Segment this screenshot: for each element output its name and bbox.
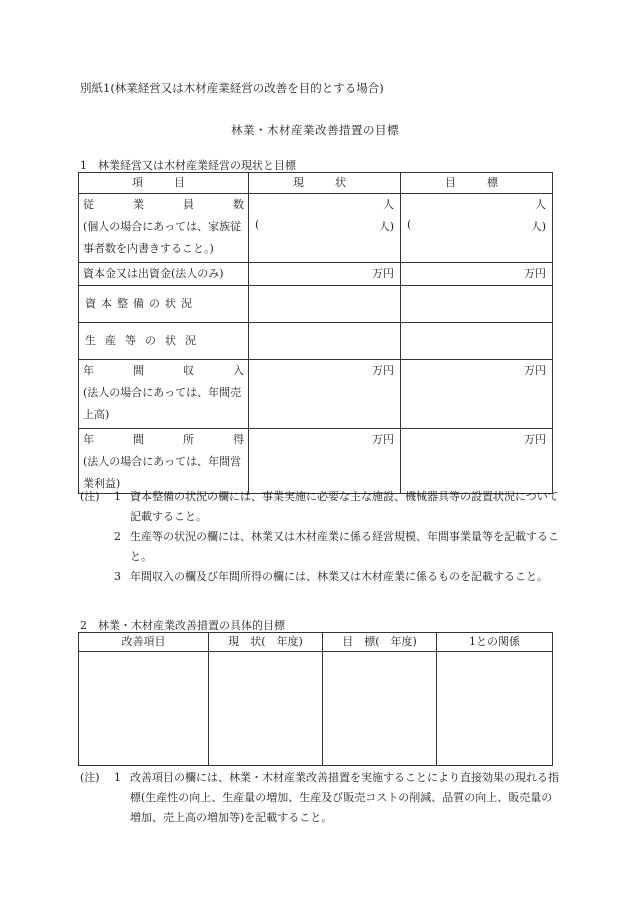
document-header: 別紙1(林業経営又は木材産業経営の改善を目的とする場合) <box>80 81 384 95</box>
row-production <box>79 323 553 360</box>
note-3-text: 年間収入の欄及び年間所得の欄には、林業又は木材産業に係るものを記載すること。 <box>130 570 548 583</box>
production-target-cell[interactable] <box>401 323 553 360</box>
employees-current-cell[interactable]: 人 ( 人) <box>249 194 401 263</box>
table2-header-row <box>79 633 553 652</box>
col-header-improvement: 改善項目 <box>79 633 209 652</box>
row-equipment <box>79 286 553 323</box>
row-income-label: 年 間 収 入 (法人の場合にあっては、年間売上高) <box>79 360 249 429</box>
col-header-item: 項 目 <box>79 173 249 194</box>
earnings-current-cell[interactable]: 万円 <box>249 429 401 494</box>
employees-target-cell[interactable]: 人 ( 人) <box>401 194 553 263</box>
section2-notes: (注) 1 改善項目の欄には、林業・木材産業改善措置を実施することにより直接効果の現れる指標(生産性の向上、生産量の増加、生産及び販売コストの削減、品質の向上、販売量の増加、売上高の増加等)を記載すること。 <box>80 768 560 828</box>
col-header-current: 現 状 <box>249 173 401 194</box>
section2-note-1-text: 改善項目の欄には、林業・木材産業改善措置を実施することにより直接効果の現れる指標(生産性の向上、生産量の増加、生産及び販売コストの削減、品質の向上、販売量の増加、売上高の増加等)を記載すること。 <box>130 771 559 824</box>
row-earnings <box>79 429 553 494</box>
income-target-cell[interactable]: 万円 <box>401 360 553 429</box>
row-employees <box>79 194 553 263</box>
row-capital <box>79 263 553 286</box>
section1-heading: 1 林業経営又は木材産業経営の現状と目標 <box>80 159 296 172</box>
note-1-text: 資本整備の状況の欄には、事業実施に必要な主な施設、機械器具等の設置状況について記載すること。 <box>130 490 559 523</box>
earnings-note: (法人の場合にあっては、年間営業利益) <box>83 455 242 490</box>
capital-target-cell[interactable]: 万円 <box>401 263 553 286</box>
capital-current-cell[interactable]: 万円 <box>249 263 401 286</box>
table2-body-row <box>79 652 553 766</box>
improvement-item-cell[interactable] <box>79 652 209 766</box>
income-current-cell[interactable]: 万円 <box>249 360 401 429</box>
specific-target-table <box>78 632 553 766</box>
row-earnings-label: 年 間 所 得 (法人の場合にあっては、年間営業利益) <box>79 429 249 494</box>
equipment-current-cell[interactable] <box>249 286 401 323</box>
income-note: (法人の場合にあっては、年間売上高) <box>83 386 242 421</box>
table-header-row <box>79 173 553 194</box>
section2-heading: 2 林業・木材産業改善措置の具体的目標 <box>80 619 285 632</box>
row-income <box>79 360 553 429</box>
section1-notes: (注) 1 資本整備の状況の欄には、事業実施に必要な主な施設、機械器具等の設置状況について記載すること。 2 生産等の状況の欄には、林業又は木材産業に係る経営規模、年間事業量等を記載すること。 3 年間収入の欄及び年間所得の欄には、林業又は木材産業に係るものを記載すること。 <box>80 487 560 587</box>
relation-cell[interactable] <box>437 652 553 766</box>
row-equipment-label: 資本整備の状況 <box>79 286 249 323</box>
col-header-relation: 1との関係 <box>437 633 553 652</box>
col-header-target-year: 目 標( 年度) <box>323 633 437 652</box>
row-production-label: 生産等の状況 <box>79 323 249 360</box>
row-employees-label: 従 業 員 数 (個人の場合にあっては、家族従事者数を内書きすること。) <box>79 194 249 263</box>
row-capital-label: 資本金又は出資金(法人のみ) <box>79 263 249 286</box>
employees-note: (個人の場合にあっては、家族従事者数を内書きすること。) <box>83 220 242 255</box>
col-header-target: 目 標 <box>401 173 553 194</box>
col-header-current-year: 現 状( 年度) <box>209 633 323 652</box>
current-target-table <box>78 172 553 494</box>
production-current-cell[interactable] <box>249 323 401 360</box>
target-year-cell[interactable] <box>323 652 437 766</box>
current-year-cell[interactable] <box>209 652 323 766</box>
document-title: 林業・木材産業改善措置の目標 <box>231 123 399 137</box>
note-2-text: 生産等の状況の欄には、林業又は木材産業に係る経営規模、年間事業量等を記載すること。 <box>130 530 559 563</box>
equipment-target-cell[interactable] <box>401 286 553 323</box>
earnings-target-cell[interactable]: 万円 <box>401 429 553 494</box>
